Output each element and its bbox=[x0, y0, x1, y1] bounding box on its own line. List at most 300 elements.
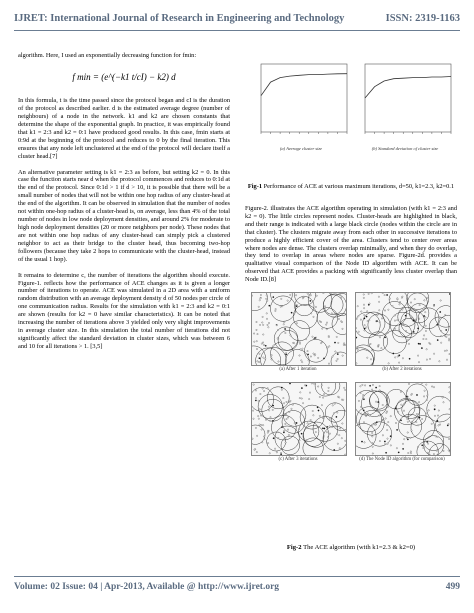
node-dot bbox=[407, 439, 408, 440]
node-dot bbox=[326, 432, 327, 433]
node-dot bbox=[255, 390, 256, 391]
plot-average-cluster-size bbox=[251, 60, 351, 155]
node-dot bbox=[283, 398, 284, 399]
paragraph: Figure-2. illustrates the ACE algorithm operating in simulation (with k1 = 2:3 and k2 = 0). The little circles represent nodes. Cluster-heads are highlighted in black, and their range is indicated with a large black circle (nodes within the circle are in that cluster). The clusters migrate away from each other in successive iterations to produce a highly efficient cover of the area. Clusters tend to center over areas where nodes are dense. The clusters overlap minimally, and when they do overlap, they tend to overlap in areas where nodes are sparse. Figure-2d. provides a qualitative visual comparison of the Node ID algorithm with ACE. It can be observed that ACE provides a packing with significantly less cluster overlap than Node ID.[8] bbox=[245, 204, 457, 284]
node-dot bbox=[294, 343, 295, 344]
node-dot bbox=[379, 415, 380, 416]
sim-image-a bbox=[252, 293, 346, 365]
node-dot bbox=[394, 328, 395, 329]
node-dot bbox=[416, 413, 417, 414]
node-dot bbox=[371, 293, 372, 294]
node-dot bbox=[261, 343, 262, 344]
node-dot bbox=[398, 452, 399, 453]
node-dot bbox=[442, 397, 443, 398]
node-dot bbox=[431, 386, 432, 387]
node-dot bbox=[408, 339, 409, 340]
node-dot bbox=[437, 415, 438, 416]
node-dot bbox=[284, 328, 285, 329]
node-dot bbox=[440, 300, 441, 301]
node-dot bbox=[425, 312, 426, 313]
node-dot bbox=[387, 443, 388, 444]
node-dot bbox=[384, 310, 385, 311]
node-dot bbox=[365, 413, 366, 414]
node-dot bbox=[304, 385, 305, 386]
node-dot bbox=[285, 423, 286, 424]
node-dot bbox=[329, 433, 330, 434]
sim-image-d bbox=[356, 383, 450, 455]
node-dot bbox=[326, 322, 327, 323]
node-dot bbox=[301, 360, 302, 361]
node-dot bbox=[327, 313, 328, 314]
node-dot bbox=[371, 389, 372, 390]
node-dot bbox=[372, 436, 373, 437]
node-dot bbox=[285, 442, 286, 443]
cluster-circle bbox=[252, 293, 267, 311]
node-dot bbox=[363, 394, 364, 395]
node-dot bbox=[266, 318, 267, 319]
node-dot bbox=[418, 362, 419, 363]
node-dot bbox=[378, 296, 379, 297]
node-dot bbox=[341, 438, 342, 439]
node-dot bbox=[258, 416, 259, 417]
node-dot bbox=[410, 437, 411, 438]
node-dot bbox=[356, 347, 357, 348]
node-dot bbox=[284, 321, 285, 322]
sim-image-c bbox=[252, 383, 346, 455]
node-dot bbox=[372, 384, 373, 385]
node-dot bbox=[363, 308, 364, 309]
node-dot bbox=[345, 454, 346, 455]
node-dot bbox=[378, 344, 379, 345]
node-dot bbox=[398, 362, 399, 363]
paragraph: algorithm. Here, I used an exponentially decreasing function for fmin: bbox=[18, 52, 197, 59]
node-dot bbox=[263, 425, 264, 426]
node-dot bbox=[331, 313, 332, 314]
node-dot bbox=[328, 390, 329, 391]
node-dot bbox=[256, 341, 257, 342]
node-dot bbox=[394, 315, 395, 316]
node-dot bbox=[259, 358, 260, 359]
node-dot bbox=[399, 311, 400, 312]
node-dot bbox=[411, 430, 412, 431]
node-dot bbox=[264, 436, 265, 437]
node-dot bbox=[273, 345, 274, 346]
node-dot bbox=[379, 337, 380, 338]
node-dot bbox=[257, 334, 258, 335]
node-dot bbox=[402, 443, 403, 444]
node-dot bbox=[268, 406, 269, 407]
node-dot bbox=[305, 339, 306, 340]
node-dot bbox=[262, 342, 263, 343]
node-dot bbox=[421, 383, 422, 384]
node-dot bbox=[266, 295, 267, 296]
node-dot bbox=[337, 358, 338, 359]
node-dot bbox=[448, 438, 449, 439]
node-dot bbox=[294, 423, 295, 424]
node-dot bbox=[311, 313, 312, 314]
node-dot bbox=[372, 446, 373, 447]
node-dot bbox=[448, 338, 449, 339]
node-dot bbox=[301, 433, 302, 434]
node-dot bbox=[284, 413, 285, 414]
node-dot bbox=[360, 393, 361, 394]
node-dot bbox=[338, 342, 339, 343]
node-dot bbox=[256, 329, 257, 330]
node-dot bbox=[323, 358, 324, 359]
node-dot bbox=[301, 398, 302, 399]
cluster-circle bbox=[267, 432, 286, 451]
node-dot bbox=[441, 336, 442, 337]
figure-1 bbox=[245, 60, 457, 165]
node-dot bbox=[338, 318, 339, 319]
right-column bbox=[245, 60, 457, 472]
node-dot bbox=[407, 432, 408, 433]
node-dot bbox=[367, 345, 368, 346]
node-dot bbox=[363, 297, 364, 298]
node-dot bbox=[253, 333, 254, 334]
node-dot bbox=[286, 401, 287, 402]
node-dot bbox=[328, 337, 329, 338]
node-dot bbox=[262, 322, 263, 323]
node-dot bbox=[281, 387, 282, 388]
node-dot bbox=[379, 441, 380, 442]
node-dot bbox=[327, 437, 328, 438]
node-dot bbox=[417, 446, 418, 447]
node-dot bbox=[307, 423, 308, 424]
node-dot bbox=[444, 350, 445, 351]
node-dot bbox=[263, 324, 264, 325]
figure-1-text: Performance of ACE at various maximum iterations, d=50, k1=2.3, k2=0.1 bbox=[262, 183, 455, 190]
node-dot bbox=[287, 417, 288, 418]
node-dot bbox=[375, 387, 376, 388]
node-dot bbox=[385, 418, 386, 419]
node-dot bbox=[266, 298, 267, 299]
node-dot bbox=[410, 451, 411, 452]
node-dot bbox=[418, 343, 419, 344]
node-dot bbox=[370, 343, 371, 344]
node-dot bbox=[311, 383, 312, 384]
panel-label-d: (d) The Node ID algorithm (for comparison) bbox=[359, 457, 445, 463]
node-dot bbox=[425, 325, 426, 326]
node-dot bbox=[445, 335, 446, 336]
paragraph: An alternative parameter setting is k1 = 2:3 as before, but setting k2 = 0. In this case the function starts near d when the protocol commences and reduces to 0:1d at the end of the protocol. Since 0:1d > 1 if d > 10, it is possible that there will be a small number of nodes that will not be within one hop radius of any cluster-head at the end of the algorithm. It can be observed in simulation that the number of nodes not within one-hop radius of a cluster-head is, on average, less than 4% of the total number of nodes in low node deployment densities, and around 2% for moderate to high node deployment densities (20 or more neighbors per node). These nodes that are not within one hop radius of any cluster-head can simply pick a clustered neighbor to act as their bridge to the cluster head, thus becoming two-hop followers (because they take 2 hops to communicate with the cluster-head, instead of the usual 1 hop). bbox=[18, 168, 230, 263]
node-dot bbox=[449, 409, 450, 410]
node-dot bbox=[268, 443, 269, 444]
node-dot bbox=[356, 337, 357, 338]
node-dot bbox=[282, 306, 283, 307]
node-dot bbox=[278, 361, 279, 362]
node-dot bbox=[363, 399, 364, 400]
cluster-circle bbox=[429, 317, 449, 337]
node-dot bbox=[283, 324, 284, 325]
caption-a: (a) Average cluster size bbox=[279, 146, 323, 151]
node-dot bbox=[357, 349, 358, 350]
node-dot bbox=[427, 452, 428, 453]
node-dot bbox=[277, 431, 278, 432]
node-dot bbox=[310, 300, 311, 301]
node-dot bbox=[259, 300, 260, 301]
node-dot bbox=[402, 323, 403, 324]
node-dot bbox=[446, 350, 447, 351]
node-dot bbox=[406, 396, 407, 397]
node-dot bbox=[265, 419, 266, 420]
node-dot bbox=[449, 392, 450, 393]
node-dot bbox=[377, 333, 378, 334]
node-dot bbox=[336, 360, 337, 361]
node-dot bbox=[384, 444, 385, 445]
node-dot bbox=[376, 422, 377, 423]
node-dot bbox=[358, 400, 359, 401]
node-dot bbox=[427, 441, 428, 442]
cluster-circle bbox=[399, 319, 418, 338]
node-dot bbox=[389, 298, 390, 299]
node-dot bbox=[326, 329, 327, 330]
node-dot bbox=[409, 358, 410, 359]
node-dot bbox=[441, 330, 442, 331]
cluster-circle bbox=[278, 331, 298, 351]
node-dot bbox=[448, 340, 449, 341]
node-dot bbox=[417, 328, 418, 329]
node-dot bbox=[363, 422, 364, 423]
cluster-circle bbox=[315, 383, 336, 396]
node-dot bbox=[285, 438, 286, 439]
node-dot bbox=[300, 392, 301, 393]
node-dot bbox=[345, 344, 346, 345]
node-dot bbox=[402, 448, 403, 449]
node-dot bbox=[367, 311, 368, 312]
node-dot bbox=[424, 300, 425, 301]
node-dot bbox=[387, 430, 388, 431]
node-dot bbox=[320, 343, 321, 344]
node-dot bbox=[265, 358, 266, 359]
node-dot bbox=[421, 348, 422, 349]
node-dot bbox=[313, 383, 314, 384]
node-dot bbox=[285, 354, 286, 355]
figure-2 bbox=[245, 292, 457, 472]
node-dot bbox=[384, 441, 385, 442]
volume-info: Volume: 02 Issue: 04 | Apr-2013, Available @ http://www.ijret.org bbox=[14, 582, 280, 592]
node-dot bbox=[362, 384, 363, 385]
node-dot bbox=[327, 426, 328, 427]
node-dot bbox=[411, 394, 412, 395]
node-dot bbox=[268, 322, 269, 323]
node-dot bbox=[369, 303, 370, 304]
node-dot bbox=[388, 363, 389, 364]
node-dot bbox=[363, 304, 364, 305]
node-dot bbox=[289, 402, 290, 403]
node-dot bbox=[417, 425, 418, 426]
formula: f min = (e^(−k1 t/cI) − k2) d bbox=[72, 71, 176, 82]
node-dot bbox=[402, 324, 403, 325]
node-dot bbox=[334, 449, 335, 450]
node-dot bbox=[439, 361, 440, 362]
figure-1-caption bbox=[245, 183, 457, 191]
node-dot bbox=[263, 344, 264, 345]
node-dot bbox=[374, 423, 375, 424]
figure-2-caption bbox=[245, 544, 457, 551]
node-dot bbox=[299, 343, 300, 344]
node-dot bbox=[379, 321, 380, 322]
node-dot bbox=[435, 436, 436, 437]
cluster-circle bbox=[407, 293, 429, 310]
node-dot bbox=[365, 416, 366, 417]
chart-a bbox=[251, 60, 351, 146]
node-dot bbox=[414, 299, 415, 300]
left-column bbox=[18, 52, 230, 359]
cluster-circle bbox=[383, 331, 406, 354]
node-dot bbox=[322, 428, 323, 429]
node-dot bbox=[434, 409, 435, 410]
issn: ISSN: 2319-1163 bbox=[385, 13, 460, 24]
node-dot bbox=[404, 439, 405, 440]
node-dot bbox=[329, 426, 330, 427]
node-dot bbox=[327, 347, 328, 348]
node-dot bbox=[291, 408, 292, 409]
node-dot bbox=[429, 358, 430, 359]
node-dot bbox=[310, 356, 311, 357]
node-dot bbox=[364, 330, 365, 331]
node-dot bbox=[386, 424, 387, 425]
node-dot bbox=[363, 294, 364, 295]
cluster-circle bbox=[356, 348, 374, 365]
node-dot bbox=[309, 295, 310, 296]
node-dot bbox=[425, 330, 426, 331]
node-dot bbox=[341, 399, 342, 400]
node-dot bbox=[372, 453, 373, 454]
node-dot bbox=[321, 441, 322, 442]
node-dot bbox=[366, 316, 367, 317]
node-dot bbox=[423, 447, 424, 448]
node-dot bbox=[312, 410, 313, 411]
node-dot bbox=[281, 427, 282, 428]
node-dot bbox=[393, 353, 394, 354]
node-dot bbox=[275, 310, 276, 311]
node-dot bbox=[435, 426, 436, 427]
node-dot bbox=[383, 420, 384, 421]
node-dot bbox=[287, 429, 288, 430]
node-dot bbox=[266, 313, 267, 314]
node-dot bbox=[333, 413, 334, 414]
node-dot bbox=[426, 349, 427, 350]
node-dot bbox=[280, 454, 281, 455]
node-dot bbox=[423, 335, 424, 336]
node-dot bbox=[298, 428, 299, 429]
node-dot bbox=[300, 349, 301, 350]
node-dot bbox=[395, 408, 396, 409]
node-dot bbox=[356, 328, 357, 329]
node-dot bbox=[406, 437, 407, 438]
page-header bbox=[14, 8, 460, 30]
node-dot bbox=[446, 329, 447, 330]
node-dot bbox=[267, 388, 268, 389]
node-dot bbox=[316, 295, 317, 296]
sim-image-b bbox=[356, 293, 450, 365]
node-dot bbox=[302, 362, 303, 363]
node-dot bbox=[422, 445, 423, 446]
cluster-circle bbox=[368, 314, 390, 336]
node-dot bbox=[312, 336, 313, 337]
node-dot bbox=[289, 411, 290, 412]
cluster-circle bbox=[332, 314, 346, 335]
node-dot bbox=[280, 306, 281, 307]
node-dot bbox=[356, 318, 357, 319]
node-dot bbox=[405, 315, 406, 316]
node-dot bbox=[277, 329, 278, 330]
node-dot bbox=[405, 330, 406, 331]
node-dot bbox=[390, 445, 391, 446]
node-dot bbox=[264, 439, 265, 440]
node-dot bbox=[423, 396, 424, 397]
node-dot bbox=[345, 389, 346, 390]
node-dot bbox=[256, 435, 257, 436]
node-dot bbox=[390, 436, 391, 437]
node-dot bbox=[301, 388, 302, 389]
node-dot bbox=[427, 297, 428, 298]
node-dot bbox=[287, 300, 288, 301]
node-dot bbox=[299, 355, 300, 356]
node-dot bbox=[345, 440, 346, 441]
node-dot bbox=[276, 325, 277, 326]
node-dot bbox=[281, 298, 282, 299]
node-dot bbox=[423, 338, 424, 339]
node-dot bbox=[449, 293, 450, 294]
node-dot bbox=[357, 306, 358, 307]
node-dot bbox=[330, 293, 331, 294]
node-dot bbox=[252, 410, 253, 411]
node-dot bbox=[337, 354, 338, 355]
node-dot bbox=[410, 302, 411, 303]
node-dot bbox=[388, 309, 389, 310]
node-dot bbox=[319, 396, 320, 397]
node-dot bbox=[296, 323, 297, 324]
node-dot bbox=[364, 318, 365, 319]
node-dot bbox=[315, 306, 316, 307]
chart-b bbox=[355, 60, 455, 146]
node-dot bbox=[259, 353, 260, 354]
node-dot bbox=[288, 434, 289, 435]
sim-panel-c bbox=[251, 382, 347, 456]
node-dot bbox=[339, 397, 340, 398]
node-dot bbox=[361, 413, 362, 414]
node-dot bbox=[299, 398, 300, 399]
node-dot bbox=[334, 403, 335, 404]
node-dot bbox=[387, 333, 388, 334]
node-dot bbox=[302, 298, 303, 299]
node-dot bbox=[368, 293, 369, 294]
node-dot bbox=[397, 356, 398, 357]
header-rule bbox=[14, 30, 460, 31]
node-dot bbox=[257, 361, 258, 362]
node-dot bbox=[318, 357, 319, 358]
plot-frame bbox=[365, 64, 451, 132]
node-dot bbox=[319, 415, 320, 416]
node-dot bbox=[340, 295, 341, 296]
node-dot bbox=[436, 450, 437, 451]
node-dot bbox=[290, 400, 291, 401]
node-dot bbox=[358, 422, 359, 423]
node-dot bbox=[381, 348, 382, 349]
node-dot bbox=[426, 339, 427, 340]
node-dot bbox=[272, 405, 273, 406]
node-dot bbox=[329, 346, 330, 347]
node-dot bbox=[290, 294, 291, 295]
node-dot bbox=[427, 443, 428, 444]
node-dot bbox=[256, 348, 257, 349]
cluster-circle bbox=[290, 321, 310, 341]
cluster-circle bbox=[252, 425, 265, 444]
node-dot bbox=[413, 331, 414, 332]
node-dot bbox=[286, 419, 287, 420]
